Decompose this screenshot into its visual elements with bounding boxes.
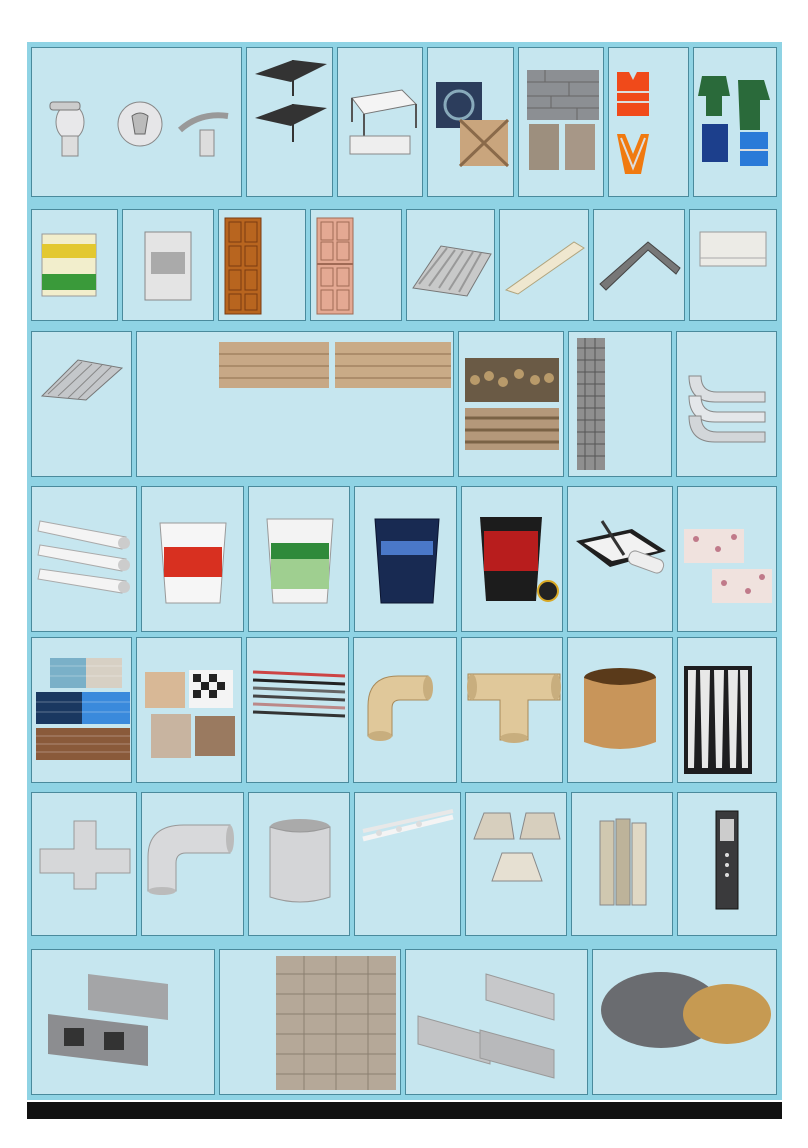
card-meranti-stable-door[interactable] (310, 209, 402, 321)
card-folding-table[interactable] (337, 47, 423, 197)
gutters-price (721, 456, 722, 472)
card-ceramic-tile[interactable] (427, 47, 514, 197)
ug-junction-image (466, 666, 562, 746)
surestick-price (76, 300, 77, 316)
overalls-image (698, 70, 774, 170)
pvc-bend-price (178, 913, 179, 929)
wire-roll-image (573, 336, 609, 472)
pvc-bend-image (146, 817, 240, 897)
poles-image (463, 356, 561, 452)
card-timber[interactable] (136, 331, 454, 477)
card-ug90-junction[interactable] (461, 637, 563, 783)
shower-panel-image (712, 809, 744, 911)
cornices-price (752, 762, 753, 778)
classic-price (170, 611, 171, 627)
cement-bricks-image (414, 970, 582, 1090)
card-ug-socket[interactable] (567, 637, 673, 783)
superbond-price (173, 300, 174, 316)
downpipe-image (36, 507, 134, 607)
fascia-price (546, 300, 547, 316)
card-superbond[interactable] (122, 209, 214, 321)
pvc-socket-image (267, 817, 333, 907)
pvc-socket-price (287, 913, 288, 929)
block-pallet-image (274, 954, 398, 1092)
roof-sheet-image (411, 238, 493, 298)
card-d-gutters[interactable] (676, 331, 777, 477)
tile-price (438, 176, 441, 192)
card-sand-stone[interactable] (592, 949, 777, 1095)
rhino-price-1 (732, 266, 733, 282)
edging-price-2 (287, 762, 288, 778)
ceiling-tiles-price (480, 891, 483, 907)
ug-bend-price (394, 762, 395, 778)
card-pvc-bend[interactable] (141, 792, 244, 936)
table-image (344, 78, 420, 158)
tile-edging-image (251, 666, 347, 722)
card-cement-bricks[interactable] (405, 949, 588, 1095)
hicover-bucket-image (263, 513, 337, 607)
table-price (360, 176, 361, 192)
card-shower-panel[interactable] (677, 792, 777, 936)
card-available-blocks[interactable] (219, 949, 401, 1095)
card-alpine-hi-cover[interactable] (248, 486, 350, 632)
cornices-image (682, 664, 754, 776)
corrugated-image (40, 356, 124, 402)
card-corrugated-iron[interactable] (31, 331, 132, 477)
mosaic-clear-image (141, 668, 239, 762)
vest-price-2 (649, 162, 650, 178)
card-home-roof-paint[interactable] (461, 486, 563, 632)
ug-socket-price (608, 762, 609, 778)
basin-mixer-price (46, 176, 47, 192)
sink-mixer-price (192, 176, 193, 192)
card-supreme-pva[interactable] (354, 486, 457, 632)
shower-panel-price (704, 913, 705, 929)
card-pvc-socket[interactable] (248, 792, 350, 936)
rhino-price-2 (732, 283, 733, 299)
overalls-price (716, 176, 717, 192)
roller-price (612, 611, 613, 627)
card-overalls[interactable] (693, 47, 777, 197)
ceiling-board-image (682, 527, 774, 607)
card-alpine-classic[interactable] (141, 486, 244, 632)
shower-mixer-price (118, 176, 119, 192)
card-downpipe[interactable] (31, 486, 137, 632)
card-surestick[interactable] (31, 209, 118, 321)
meranti-8-price (259, 300, 260, 316)
meranti-stable-price (351, 300, 352, 316)
card-leggera-mixers[interactable] (31, 47, 242, 197)
card-fencing-poles[interactable] (458, 331, 564, 477)
blocks-image (38, 970, 208, 1070)
fascia-image (504, 236, 586, 296)
rhino-price-3 (732, 301, 733, 317)
tile-image (434, 80, 510, 170)
card-wallpaper[interactable] (571, 792, 673, 936)
card-barge-board[interactable] (593, 209, 685, 321)
roller-tray-image (572, 511, 670, 591)
poles-price (503, 456, 504, 472)
card-mosaic-sheets[interactable] (31, 637, 132, 783)
awning-price (273, 176, 274, 192)
superbond-bag-image (143, 230, 195, 302)
card-asbestos-roof[interactable] (406, 209, 495, 321)
surestick-bag-image (40, 230, 100, 300)
mosaic-image (34, 656, 132, 762)
m150-price (122, 1062, 125, 1086)
ug-socket-image (580, 666, 660, 752)
card-mosaic-clear[interactable] (136, 637, 242, 783)
pvc-junction-price (72, 913, 73, 929)
roof-paint-bucket-image (476, 511, 560, 607)
sand-stone-image (597, 970, 773, 1050)
rhino-image (696, 228, 772, 270)
mosaic-clear-price (187, 764, 188, 780)
ug-bend-image (362, 666, 452, 742)
classic-bucket-image (156, 517, 230, 607)
meranti-door-image (223, 216, 263, 316)
card-m150-blocks[interactable] (31, 949, 215, 1095)
card-meranti-8-panel[interactable] (218, 209, 306, 321)
timber-stack-image (217, 336, 453, 392)
wallpaper-roll-image (598, 817, 648, 909)
mosaic-price (62, 764, 63, 780)
awning-image (253, 56, 329, 146)
edging-price-1 (287, 738, 288, 754)
supreme-price (385, 611, 386, 627)
card-pvc-junction[interactable] (31, 792, 137, 936)
ceiling-tile-image (470, 809, 564, 885)
cladding-image (525, 68, 601, 172)
cladding-price (527, 176, 530, 192)
supreme-bucket-image (371, 513, 443, 607)
wallpaper-price (588, 913, 591, 929)
card-door-awning[interactable] (246, 47, 333, 197)
pvc-junction-image (38, 815, 132, 895)
vest-price-1 (649, 84, 650, 100)
footer-banner (27, 1102, 782, 1119)
stable-door-image (315, 216, 355, 316)
card-roller-tray[interactable] (567, 486, 673, 632)
curtain-rail-image (359, 807, 457, 847)
card-pvc-ceiling-boards[interactable] (677, 486, 777, 632)
card-tile-edging[interactable] (246, 637, 349, 783)
card-ceiling-tiles[interactable] (465, 792, 567, 936)
barge-image (598, 234, 682, 294)
roofpaint-price (488, 611, 489, 627)
card-wall-cladding[interactable] (518, 47, 604, 197)
gutter-image (681, 356, 775, 452)
card-reflector-vest[interactable] (608, 47, 689, 197)
ug-junction-price (498, 762, 499, 778)
card-rhino-board[interactable] (689, 209, 777, 321)
wire-price (617, 456, 618, 472)
card-curtain-rails[interactable] (354, 792, 461, 936)
barge-price (640, 300, 641, 316)
downpipe-price (72, 611, 73, 627)
hicover-price (277, 611, 278, 627)
card-ug90-bend[interactable] (353, 637, 457, 783)
card-cornices[interactable] (677, 637, 777, 783)
asbestos-price (447, 300, 448, 316)
mixer-taps-image (40, 92, 240, 162)
card-fencing-wire[interactable] (568, 331, 672, 477)
card-fascia-board[interactable] (499, 209, 589, 321)
ceiling-boards-price (698, 611, 701, 627)
